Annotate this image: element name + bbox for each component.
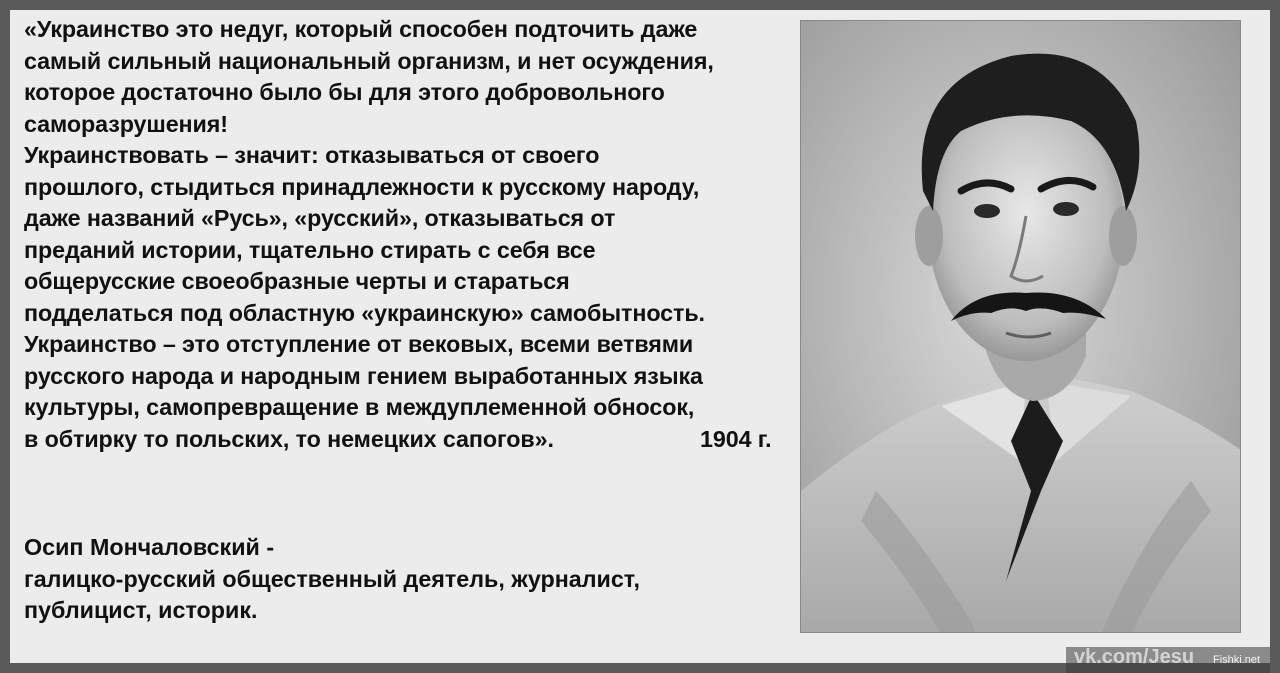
- quote-line: в обтирку то польских, то немецких сапогов».: [24, 425, 554, 452]
- portrait-photo: [800, 20, 1241, 633]
- author-name: Осип Мончаловский -: [24, 534, 275, 560]
- author-description: галицко-русский общественный деятель, журналист,: [24, 565, 640, 592]
- fishki-watermark: Fishki.net: [1213, 654, 1261, 666]
- vk-watermark: vk.com/Jesu: [1074, 646, 1195, 668]
- ear-right: [1109, 206, 1137, 266]
- quote-line: культуры, самопревращение в междуплеменной обносок,: [24, 394, 695, 420]
- author-block: [24, 532, 814, 627]
- quote-line-last: [24, 424, 814, 456]
- quote-line: прошлого, стыдиться принадлежности к русскому народу,: [24, 173, 700, 200]
- quote-line: которое достаточно было бы для этого добровольного: [24, 79, 665, 105]
- quote-line: общерусские своеобразные черты и стараться: [24, 268, 570, 294]
- eye-right: [1053, 202, 1079, 216]
- quote-year: 1904 г.: [700, 425, 772, 452]
- quote-line: Украинствовать – значит: отказываться от своего: [24, 142, 600, 168]
- quote-line: преданий истории, тщательно стирать с себя все: [24, 236, 596, 263]
- quote-line: русского народа и народным гением выработанных языка: [24, 362, 703, 389]
- quote-line: Украинство – это отступление от вековых, всеми ветвями: [24, 331, 694, 357]
- eye-left: [974, 204, 1000, 218]
- author-description: публицист, историк.: [24, 597, 258, 623]
- quote-line: самый сильный национальный организм, и нет осуждения,: [24, 47, 714, 74]
- quote-line: даже названий «Русь», «русский», отказываться от: [24, 205, 616, 231]
- quote-text: [24, 14, 814, 455]
- quote-line: «Украинство это недуг, который способен подточить даже: [24, 16, 698, 42]
- quote-line: саморазрушения!: [24, 110, 228, 137]
- ear-left: [915, 206, 943, 266]
- quote-line: подделаться под областную «украинскую» самобытность.: [24, 299, 705, 326]
- portrait-illustration: [801, 21, 1241, 633]
